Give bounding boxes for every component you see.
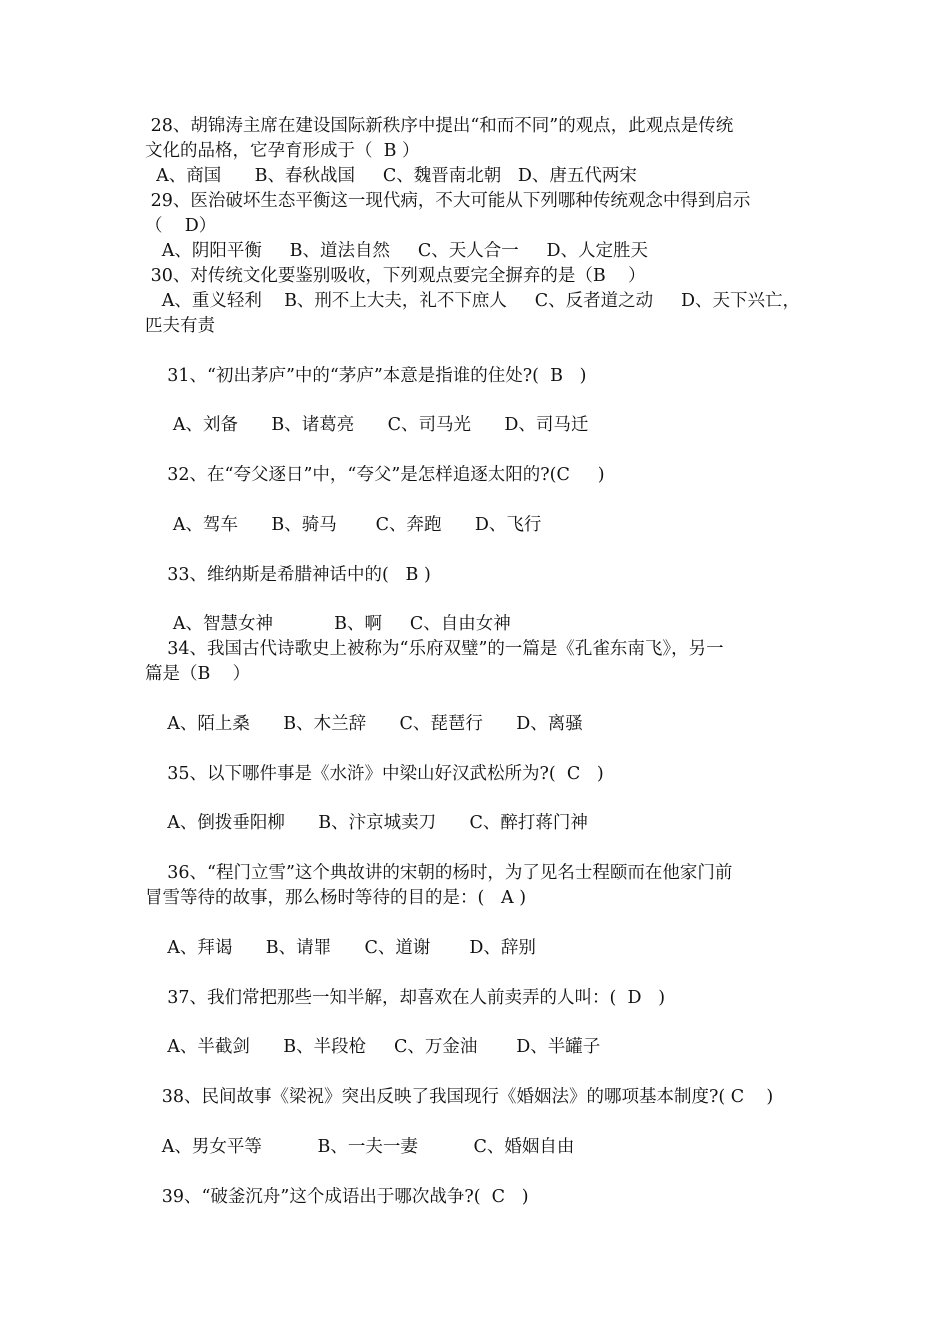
question-34-line-1: 34、我国古代诗歌史上被称为“乐府双璧”的一篇是《孔雀东南飞》，另一 <box>145 639 724 659</box>
question-30-line-1: 30、对传统文化要鉴别吸收，下列观点要完全摒弃的是（B ） <box>145 266 646 286</box>
question-39: 39、“破釜沉舟”这个成语出于哪次战争?( C ) <box>145 1187 529 1207</box>
question-29-line-2: （ D） <box>145 216 217 236</box>
question-35-options: A、倒拨垂阳柳 B、汴京城卖刀 C、醉打蒋门神 <box>145 813 588 833</box>
question-28-line-2: 文化的品格，它孕育形成于（ B ） <box>145 141 420 161</box>
question-35: 35、以下哪件事是《水浒》中梁山好汉武松所为?( C ) <box>145 764 604 784</box>
question-36-options: A、拜谒 B、请罪 C、道谢 D、辞别 <box>145 938 536 958</box>
question-29-line-1: 29、医治破坏生态平衡这一现代病，不大可能从下列哪种传统观念中得到启示 <box>145 191 751 211</box>
question-37: 37、我们常把那些一知半解，却喜欢在人前卖弄的人叫：( D ) <box>145 988 666 1008</box>
question-31: 31、“初出茅庐”中的“茅庐”本意是指谁的住处?( B ) <box>145 366 587 386</box>
question-34-line-2: 篇是（B ） <box>145 664 251 684</box>
question-33-options: A、智慧女神 B、啊 C、自由女神 <box>145 614 511 634</box>
question-29-options: A、阴阳平衡 B、道法自然 C、天人合一 D、人定胜天 <box>145 241 649 261</box>
question-31-options: A、刘备 B、诸葛亮 C、司马光 D、司马迁 <box>145 415 589 435</box>
question-38-options: A、男女平等 B、一夫一妻 C、婚姻自由 <box>145 1137 575 1157</box>
question-33: 33、维纳斯是希腊神话中的( B ) <box>145 565 431 585</box>
question-38: 38、民间故事《梁祝》突出反映了我国现行《婚姻法》的哪项基本制度?( C ) <box>145 1087 774 1107</box>
question-28-line-1: 28、胡锦涛主席在建设国际新秩序中提出“和而不同”的观点，此观点是传统 <box>145 116 734 136</box>
question-36-line-2: 冒雪等待的故事，那么杨时等待的目的是：( A ) <box>145 888 527 908</box>
question-36-line-1: 36、“程门立雪”这个典故讲的宋朝的杨时，为了见名士程颐而在他家门前 <box>145 863 733 883</box>
question-37-options: A、半截剑 B、半段枪 C、万金油 D、半罐子 <box>145 1037 601 1057</box>
question-30-options-cont: 匹夫有责 <box>145 316 215 336</box>
question-30-options: A、重义轻利 B、刑不上大夫，礼不下庶人 C、反者道之动 D、天下兴亡， <box>145 291 800 311</box>
question-32: 32、在“夸父逐日”中，“夸父”是怎样追逐太阳的?(C ) <box>145 465 605 485</box>
question-32-options: A、驾车 B、骑马 C、奔跑 D、飞行 <box>145 515 542 535</box>
question-34-options: A、陌上桑 B、木兰辞 C、琵琶行 D、离骚 <box>145 714 583 734</box>
question-28-options: A、商国 B、春秋战国 C、魏晋南北朝 D、唐五代两宋 <box>145 166 637 186</box>
